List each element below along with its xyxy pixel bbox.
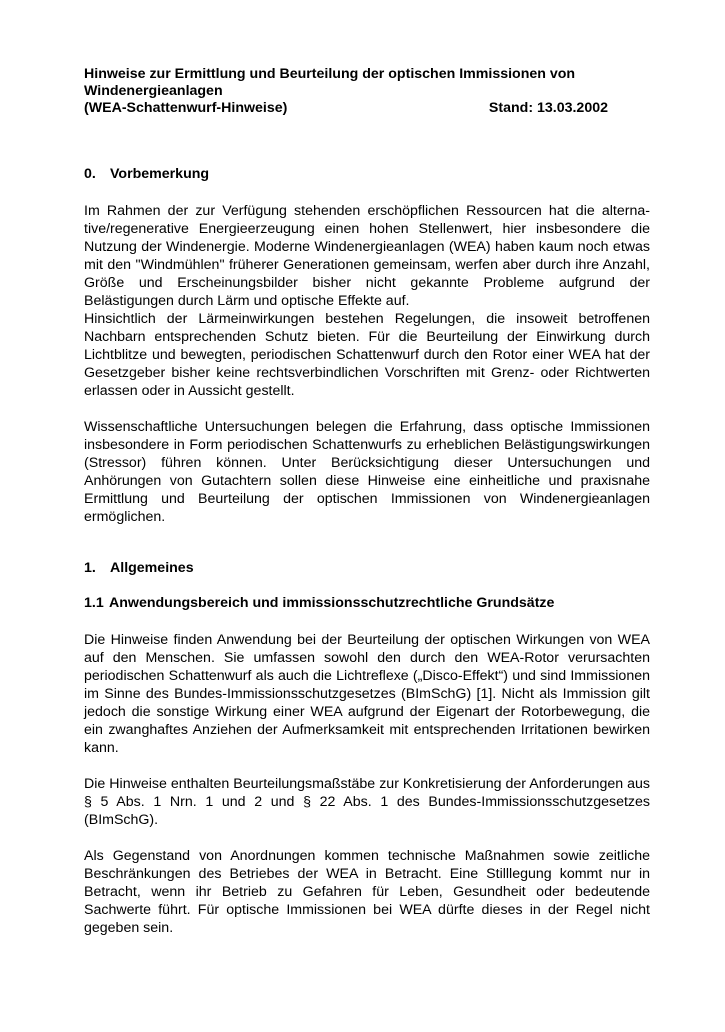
- document-short-title: (WEA-Schattenwurf-Hinweise): [84, 100, 288, 116]
- document-page: [84, 66, 650, 937]
- paragraph: Die Hinweise enthalten Beurteilungsmaßstäbe zur Konkretisierung der Anforderungen aus § 5 Abs. 1 Nrn. 1 und 2 und § 22 Abs. 1 des Bundes-Immissionsschutzgesetzes (BImSchG).: [84, 776, 650, 828]
- paragraph: Im Rahmen der zur Verfügung stehenden erschöpflichen Ressourcen hat die alternative/regenerative Energieerzeugung einen hohen Stellenwert, hier insbesondere die Nutzung der Windenergie. Moderne Windenergieanlagen (WEA) haben kaum noch etwas mit den "Windmühlen" früherer Generationen gemeinsam, werfen aber durch ihre Anzahl, Größe und Erscheinungsbilder bisher nicht gekannte Probleme aufgrund der Belästigungen durch Lärm und optische Effekte auf.: [84, 203, 650, 309]
- document-subtitle-row: [84, 100, 650, 117]
- paragraph: Die Hinweise finden Anwendung bei der Beurteilung der optischen Wirkungen von WEA auf den Menschen. Sie umfassen sowohl den durch den WEA-Rotor verursachten periodischen Schattenwurf als auch die Lichtreflexe („Disco-Effekt“) und sind Immissionen im Sinne des Bundes-Immissionsschutzgesetzes (BImSchG) [1]. Nicht als Immission gilt jedoch die sonstige Wirkung einer WEA aufgrund der Eigenart der Rotorbewegung, die ein zwanghaftes Anziehen der Aufmerksamkeit mit entsprechenden Irritationen bewirken kann.: [84, 632, 650, 756]
- section-title: Allgemeines: [110, 560, 194, 576]
- paragraph: Wissenschaftliche Untersuchungen belegen die Erfahrung, dass optische Immissionen insbesondere in Form periodischen Schattenwurfs zu erheblichen Belästigungswirkungen (Stressor) führen können. Unter Berücksichtigung dieser Untersuchungen und Anhörungen von Gutachtern sollen diese Hinweise eine einheitliche und praxisnahe Ermittlung und Beurteilung der optischen Immissionen von Windenergieanlagen ermöglichen.: [84, 419, 650, 525]
- section-heading-vorbemerkung: [84, 166, 650, 183]
- section-number: 0.: [84, 166, 96, 182]
- paragraph: Hinsichtlich der Lärmeinwirkungen bestehen Regelungen, die insoweit betroffenen Nachbarn entsprechenden Schutz bieten. Für die Beurteilung der Einwirkung durch Lichtblitze und bewegten, periodischen Schattenwurf durch den Rotor einer WEA hat der Gesetzgeber bisher keine rechtsverbindlichen Vorschriften mit Grenz- oder Richtwerten erlassen oder in Aussicht gestellt.: [84, 311, 650, 399]
- document-title-line-1: Hinweise zur Ermittlung und Beurteilung der optischen Immissionen von: [84, 66, 576, 82]
- document-title-block: [84, 66, 650, 117]
- section-heading-allgemeines: [84, 560, 650, 577]
- section-number: 1.1: [84, 595, 104, 611]
- section-title: Anwendungsbereich und immissionsschutzrechtliche Grundsätze: [109, 595, 555, 611]
- document-date: Stand: 13.03.2002: [488, 100, 608, 116]
- section-title: Vorbemerkung: [110, 166, 210, 182]
- subsection-heading-anwendungsbereich: [84, 595, 650, 612]
- paragraph: Als Gegenstand von Anordnungen kommen technische Maßnahmen sowie zeitliche Beschränkungen des Betriebes der WEA in Betracht. Eine Stilllegung kommt nur in Betracht, wenn ihr Betrieb zu Gefahren für Leben, Gesundheit oder bedeutende Sachwerte führt. Für optische Immissionen bei WEA dürfte dieses in der Regel nicht gegeben sein.: [84, 848, 650, 936]
- document-title-line-2: Windenergieanlagen: [84, 83, 223, 99]
- section-number: 1.: [84, 560, 96, 576]
